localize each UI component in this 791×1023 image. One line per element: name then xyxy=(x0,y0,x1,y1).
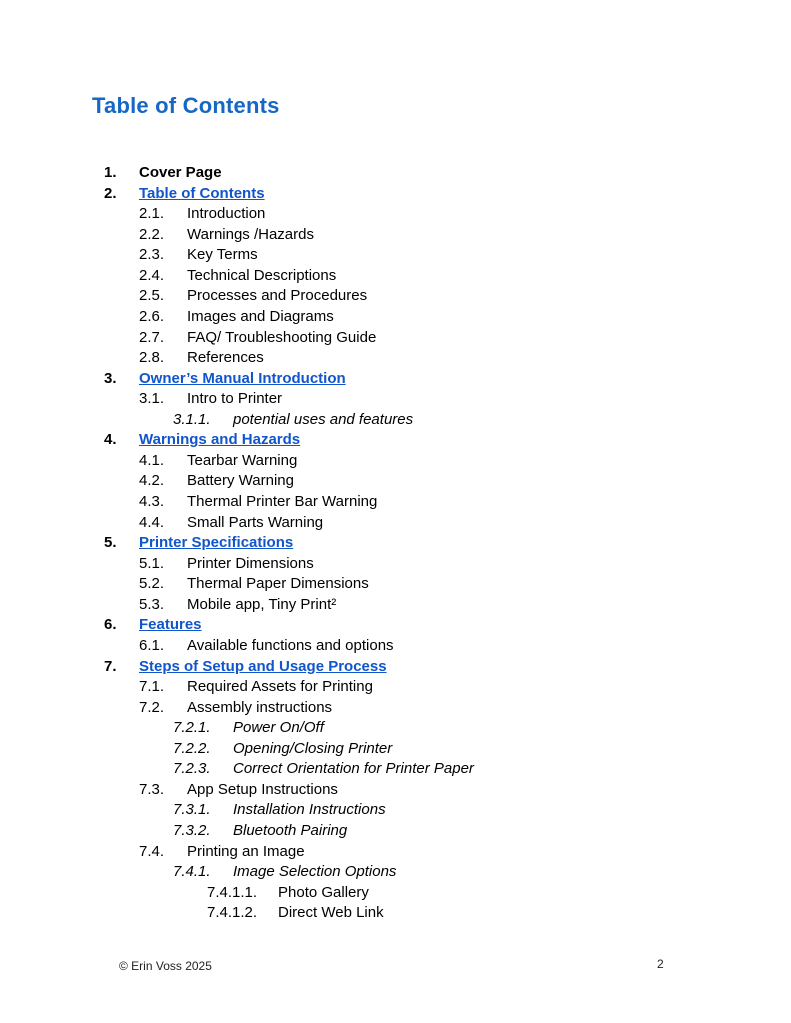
toc-entry-label: Introduction xyxy=(187,205,266,223)
toc-entry-number: 6.1. xyxy=(139,636,165,654)
toc-entry-number: 2.2. xyxy=(139,225,165,243)
toc-entry xyxy=(0,492,791,513)
toc-entry-number: 2.7. xyxy=(139,328,165,346)
toc-entry-number: 5. xyxy=(104,534,117,552)
footer-page-number: 2 xyxy=(657,957,664,971)
toc-link[interactable]: Steps of Setup and Usage Process xyxy=(139,657,387,675)
toc-entry-number: 3.1. xyxy=(139,390,165,408)
toc-entry xyxy=(0,574,791,595)
toc-link[interactable]: Table of Contents xyxy=(139,184,265,202)
toc-entry-number: 4.3. xyxy=(139,493,165,510)
toc-entry xyxy=(0,204,791,225)
toc-entry xyxy=(0,389,791,410)
toc-entry xyxy=(0,369,791,390)
toc-entry-label: Printer Dimensions xyxy=(187,554,314,572)
toc-entry xyxy=(0,451,791,472)
toc-entry-label: Power On/Off xyxy=(233,719,324,737)
toc-entry-label: Processes and Procedures xyxy=(187,287,368,305)
toc-entry xyxy=(0,225,791,246)
toc-entry-number: 5.2. xyxy=(139,575,165,593)
toc-entry-label: References xyxy=(187,349,264,367)
toc-entry xyxy=(0,513,791,534)
toc-entry-label: Small Parts Warning xyxy=(187,513,324,531)
toc-entry xyxy=(0,821,791,842)
toc-link[interactable]: Printer Specifications xyxy=(139,534,294,552)
toc-entry-label: Thermal Paper Dimensions xyxy=(187,575,369,593)
toc-entry-number: 7.4. xyxy=(139,842,165,860)
toc-entry-label: Correct Orientation for Printer Paper xyxy=(233,760,474,778)
toc-entry-number: 2.6. xyxy=(139,307,165,325)
toc-entry-number: 1. xyxy=(104,164,117,181)
toc-entry-number: 2.4. xyxy=(139,266,165,284)
toc-entry-number: 2.5. xyxy=(139,287,165,305)
toc-entry-number: 7.2.3. xyxy=(173,760,211,778)
toc-entry-label: Thermal Printer Bar Warning xyxy=(187,493,378,510)
toc-entry-number: 7.4.1.1. xyxy=(207,883,258,901)
toc-entry xyxy=(0,595,791,616)
toc-entry xyxy=(0,698,791,719)
toc-entry-label: Technical Descriptions xyxy=(187,266,337,284)
toc-entry xyxy=(0,903,791,924)
toc-entry-number: 2.8. xyxy=(139,349,165,367)
toc-entry xyxy=(0,184,791,205)
toc-entry-number: 3. xyxy=(104,369,117,387)
toc-entry-number: 5.1. xyxy=(139,554,165,572)
toc-entry-number: 4. xyxy=(104,431,117,449)
toc-entry xyxy=(0,615,791,636)
toc-link[interactable]: Owner’s Manual Introduction xyxy=(139,369,346,387)
toc-entry xyxy=(0,636,791,657)
toc-entry xyxy=(0,842,791,863)
toc-entry-number: 4.2. xyxy=(139,472,165,490)
toc-entry-number: 7.1. xyxy=(139,678,165,696)
toc-entry xyxy=(0,739,791,760)
toc-entry-number: 4.1. xyxy=(139,451,165,469)
toc-entry xyxy=(0,410,791,431)
toc-entry-label: Intro to Printer xyxy=(187,390,283,408)
toc-entry-label: Printing an Image xyxy=(187,842,305,860)
toc-entry xyxy=(0,677,791,698)
toc-entry xyxy=(0,533,791,554)
toc-entry-label: Tearbar Warning xyxy=(187,451,298,469)
toc-entry-number: 7.3.1. xyxy=(173,801,211,819)
toc-entry-label: Images and Diagrams xyxy=(187,307,334,325)
toc-entry xyxy=(0,266,791,287)
footer-copyright: © Erin Voss 2025 xyxy=(119,959,212,973)
toc-entry xyxy=(0,328,791,349)
toc-entry-number: 7. xyxy=(104,657,117,675)
toc-entry-label: Opening/Closing Printer xyxy=(233,739,393,757)
toc-link[interactable]: Features xyxy=(139,616,202,634)
toc-entry-number: 6. xyxy=(104,616,117,634)
toc-entry-number: 7.3. xyxy=(139,780,165,798)
toc-entry-label: Photo Gallery xyxy=(278,883,369,901)
toc-entry-label: Key Terms xyxy=(187,246,258,264)
toc-entry xyxy=(0,286,791,307)
toc-entry-label: Available functions and options xyxy=(187,636,394,654)
toc-entry-label: Cover Page xyxy=(139,164,222,181)
toc-entry xyxy=(0,163,791,184)
toc-entry-number: 7.4.1. xyxy=(173,863,211,881)
toc-entry xyxy=(0,245,791,266)
toc-entry xyxy=(0,862,791,883)
toc-entry-number: 7.2.1. xyxy=(173,719,211,737)
toc-entry-label: Mobile app, Tiny Print² xyxy=(187,595,337,613)
toc-entry-number: 2.3. xyxy=(139,246,165,264)
toc-entry xyxy=(0,554,791,575)
toc-entry-number: 7.4.1.2. xyxy=(207,904,258,922)
toc-entry-label: Required Assets for Printing xyxy=(187,678,373,696)
page-title: Table of Contents xyxy=(92,93,280,118)
toc-entry xyxy=(0,657,791,678)
toc-entry-label: Battery Warning xyxy=(187,472,294,490)
toc-list xyxy=(0,163,791,924)
toc-entry xyxy=(0,883,791,904)
toc-entry-label: Direct Web Link xyxy=(278,904,384,922)
toc-entry xyxy=(0,430,791,451)
toc-entry xyxy=(0,800,791,821)
toc-entry xyxy=(0,348,791,369)
toc-entry-label: Bluetooth Pairing xyxy=(233,822,348,839)
toc-entry xyxy=(0,780,791,801)
toc-entry-label: Image Selection Options xyxy=(233,863,397,881)
toc-entry-number: 4.4. xyxy=(139,513,165,531)
toc-entry-number: 7.2. xyxy=(139,698,165,716)
toc-entry xyxy=(0,718,791,739)
toc-entry-number: 7.2.2. xyxy=(173,739,211,757)
toc-entry-number: 2.1. xyxy=(139,205,165,223)
toc-entry xyxy=(0,759,791,780)
toc-entry xyxy=(0,307,791,328)
toc-entry xyxy=(0,471,791,492)
toc-entry-label: potential uses and features xyxy=(233,410,414,428)
toc-entry-label: App Setup Instructions xyxy=(187,780,338,798)
toc-entry-label: Assembly instructions xyxy=(187,698,333,716)
toc-link[interactable]: Warnings and Hazards xyxy=(139,431,301,449)
toc-entry-number: 3.1.1. xyxy=(173,410,211,428)
toc-entry-number: 7.3.2. xyxy=(173,822,211,839)
toc-entry-number: 2. xyxy=(104,184,117,202)
toc-entry-label: Installation Instructions xyxy=(233,801,386,819)
toc-entry-label: Warnings /Hazards xyxy=(187,225,314,243)
toc-entry-number: 5.3. xyxy=(139,595,165,613)
toc-entry-label: FAQ/ Troubleshooting Guide xyxy=(187,328,377,346)
